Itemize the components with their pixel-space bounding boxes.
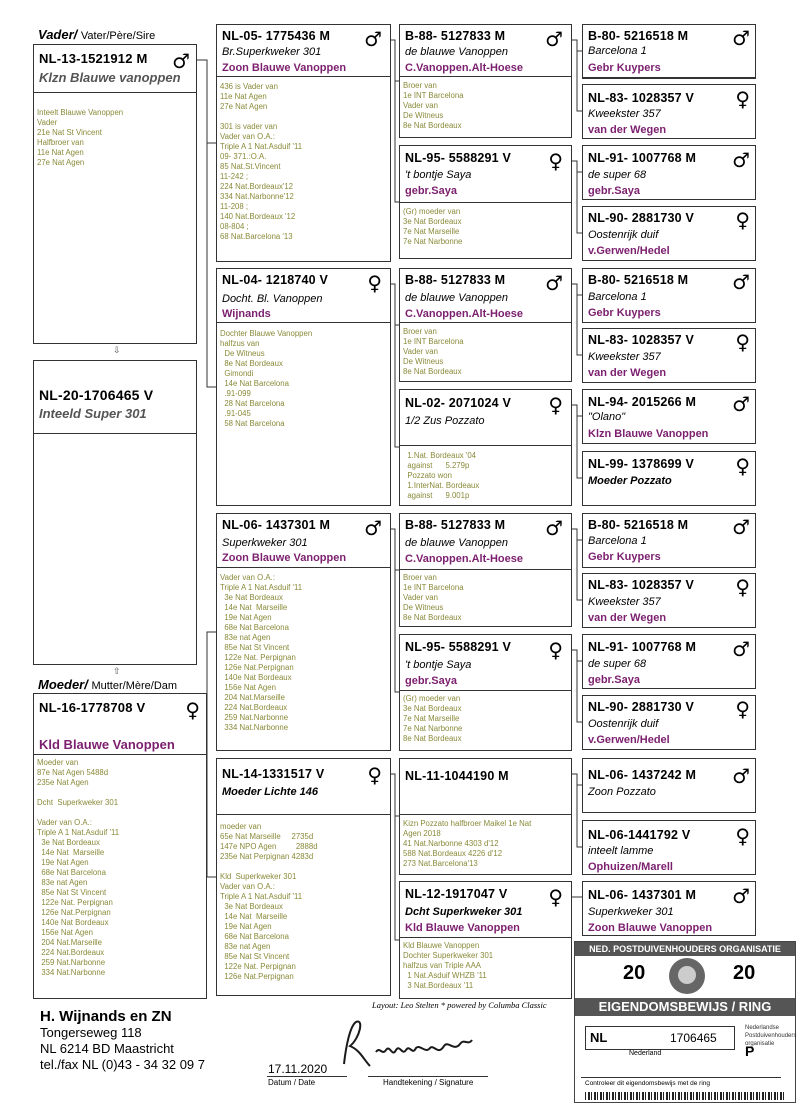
gen3-info: Broer van 1e INT Barcelona Vader van De Witneus 8e Nat Bordeaux (403, 81, 464, 130)
gen4-name: inteelt lamme (588, 845, 654, 857)
connector-line (572, 774, 582, 847)
gen4-name: "Olano" (588, 411, 626, 423)
gen4-ring: NL-06-1441792 V (588, 828, 691, 842)
male-icon: ♂ (732, 515, 750, 539)
gen3-name: 't bontje Saya (405, 169, 472, 181)
gen3-ring: NL-12-1917047 V (405, 887, 508, 901)
gen3-name: de blauwe Vanoppen (405, 537, 508, 549)
gen4-breeder: Klzn Blauwe Vanoppen (588, 428, 709, 440)
gen3-breeder: gebr.Saya (405, 675, 457, 687)
gen2-ring: NL-05- 1775436 M (222, 29, 331, 43)
gen4-ring: B-80- 5216518 M (588, 29, 689, 43)
gen4-name: de super 68 (588, 658, 647, 670)
gen4-name: Moeder Pozzato (588, 475, 672, 487)
gen3-name: 1/2 Zus Pozzato (405, 415, 485, 427)
gen4-ring: NL-06- 1437242 M (588, 768, 697, 782)
connector-line (572, 40, 582, 111)
gen3-name: de blauwe Vanoppen (405, 46, 508, 58)
female-icon: ♀ (735, 330, 750, 354)
gen4-name: Kweekster 357 (588, 596, 661, 608)
gen4-name: Barcelona 1 (588, 535, 647, 547)
male-icon: ♂ (732, 392, 750, 416)
male-icon: ♂ (364, 516, 382, 540)
gen4-breeder: gebr.Saya (588, 674, 640, 686)
gen3-info: Broer van 1e INT Barcelona Vader van De Witneus 8e Nat Bordeaux (403, 573, 464, 622)
gen3-ring: NL-11-1044190 M (405, 769, 509, 783)
arrow-down-icon: ⇩ (113, 345, 121, 355)
dam-name: Kld Blauwe Vanoppen (39, 737, 175, 752)
signature-label: Handtekening / Signature (383, 1078, 474, 1087)
certificate-title: EIGENDOMSBEWIJS / RING (575, 998, 795, 1016)
gen3-breeder: Kld Blauwe Vanoppen (405, 922, 520, 934)
gen3-info: Broer van 1e INT Barcelona Vader van De Witneus 8e Nat Bordeaux (403, 327, 464, 376)
dam-header-sub: Mutter/Mère/Dam (91, 680, 178, 692)
connector-line (391, 284, 399, 447)
female-icon: ♀ (185, 698, 200, 722)
barcode-icon (585, 1092, 785, 1100)
gen4-ring: NL-83- 1028357 V (588, 91, 695, 105)
gen3-info: Kizn Pozzato halfbroer Maikel 1e Nat Agen 2018 41 Nat.Narbonne 4303 d'12 588 Nat.Bordeaux 4226 d'12 273 Nat.Barcelona'13 (403, 819, 532, 868)
gen4-name: Oostenrijk duif (588, 229, 659, 241)
gen2-ring: NL-14-1331517 V (222, 767, 325, 781)
sire-header-sub: Vater/Père/Sire (80, 30, 156, 42)
gen4-breeder: van der Wegen (588, 612, 667, 624)
male-icon: ♂ (172, 49, 190, 73)
gen4-ring: NL-83- 1028357 V (588, 333, 695, 347)
dam-info: Moeder van 87e Nat Agen 5488d 235e Nat Agen Dcht Superkweker 301 Vader van O.A.: Triple A 1 Nat.Asduif '11 3e Nat Bordeaux 14e Nat Marseille 19e Nat Agen 68e Nat Barcelona 83e nat Agen 85e Nat St Vincent 122e Nat. Perpignan 126e Nat.Perpignan 140e Nat Bordeaux 156e Nat Agen 204 Nat.Marseille 224 Nat.Bordeaux 259 Nat.Narbonne 334 Nat.Narbonne (37, 758, 120, 977)
gen3-breeder: C.Vanoppen.Alt-Hoese (405, 553, 523, 565)
gen3-name: 't bontje Saya (405, 659, 472, 671)
connector-line (572, 650, 582, 722)
date-label: Datum / Date (268, 1078, 316, 1087)
gen4-breeder: gebr.Saya (588, 185, 640, 197)
certificate-country-label: Nederland (629, 1050, 662, 1057)
gen4-name: Zoon Pozzato (588, 786, 656, 798)
female-icon: ♀ (735, 454, 750, 478)
certificate-footer: Controleer dit eigendomsbewijs met de ring (585, 1080, 711, 1087)
connector-line (207, 632, 216, 709)
gen4-ring: NL-83- 1028357 V (588, 578, 695, 592)
signature-image (330, 1016, 490, 1074)
gen2-info: moeder van 65e Nat Marseille 2735d 147e NPO Agen 2888d 235e Nat Perpignan 4283d Kld Superkweker 301 Vader van O.A.: Triple A 1 Nat.Asduif '11 3e Nat Bordeaux 14e Nat Marseille 19e Nat Agen 68e Nat Barcelona 83e nat Agen 85e Nat St Vincent 122e Nat. Perpignan 126e Nat.Perpignan (220, 822, 318, 981)
male-icon: ♂ (732, 270, 750, 294)
gen4-ring: B-80- 5216518 M (588, 273, 689, 287)
owner-street: Tongerseweg 118 (40, 1025, 142, 1040)
arrow-up-icon: ⇧ (113, 666, 121, 676)
gen4-breeder: Ophuizen/Marell (588, 861, 673, 873)
female-icon: ♀ (548, 638, 563, 662)
female-icon: ♀ (548, 885, 563, 909)
gen4-ring: B-80- 5216518 M (588, 518, 689, 532)
gen3-name: de blauwe Vanoppen (405, 292, 508, 304)
gen4-ring: NL-91- 1007768 M (588, 151, 697, 165)
gen2-breeder: Wijnands (222, 308, 271, 320)
female-icon: ♀ (735, 824, 750, 848)
gen4-ring: NL-91- 1007768 M (588, 640, 697, 654)
signature-line (368, 1076, 488, 1077)
gen2-info: 436 is Vader van 11e Nat Agen 27e Nat Agen 301 is vader van Vader van O.A.: Triple A 1 Nat.Asduif '11 09- 371.:O.A. 85 Nat.St.Vincent 11-242 ; 224 Nat.Bordeaux'12 334 Nat.Narbonne'12 11-208 ; 140 Nat.Bordeaux '12 08-804 ; 68 Nat.Barcelona '13 (220, 82, 303, 241)
connector-line (391, 774, 399, 940)
connector-line (572, 161, 582, 233)
gen3-name: Dcht Superkweker 301 (405, 906, 523, 918)
date-value: 17.11.2020 (268, 1062, 328, 1076)
gen3-info: 1.Nat. Bordeaux '04 against 5.279p Pozzato won 1.InterNat. Bordeaux against 9.001p (407, 451, 480, 500)
male-icon: ♂ (545, 516, 563, 540)
gen2-info: Vader van O.A.: Triple A 1 Nat.Asduif '11 3e Nat Bordeaux 14e Nat Marseille 19e Nat Agen 68e Nat Barcelona 83e nat Agen 85e Nat St Vincent 122e Nat. Perpignan 126e Nat.Perpignan 140e Nat Bordeaux 156e Nat Agen 204 Nat.Marseille 224 Nat.Bordeaux 259 Nat.Narbonne 334 Nat.Narbonne (220, 573, 303, 732)
gen4-breeder: Gebr Kuypers (588, 551, 661, 563)
connector-line (207, 709, 216, 877)
gen3-ring: NL-95- 5588291 V (405, 640, 512, 654)
certificate-year-right: 20 (733, 962, 756, 984)
gen3-ring: NL-95- 5588291 V (405, 151, 512, 165)
dam-ring: NL-16-1778708 V (39, 700, 146, 715)
male-icon: ♂ (732, 148, 750, 172)
sire-header-label: Vader/ (38, 27, 78, 42)
gen4-breeder: v.Gerwen/Hedel (588, 245, 670, 257)
divider (581, 1077, 781, 1078)
female-icon: ♀ (548, 393, 563, 417)
female-icon: ♀ (367, 763, 382, 787)
male-icon: ♂ (732, 764, 750, 788)
certificate-number: 1706465 (670, 1031, 717, 1045)
gen2-ring: NL-04- 1218740 V (222, 273, 329, 287)
dam-header-label: Moeder/ (38, 677, 88, 692)
connector-line (197, 60, 216, 143)
gen2-ring: NL-06- 1437301 M (222, 518, 331, 532)
male-icon: ♂ (545, 27, 563, 51)
connector-line (572, 284, 582, 355)
gen2-name: Moeder Lichte 146 (222, 786, 318, 798)
female-icon: ♀ (548, 149, 563, 173)
gen2-name: Superkweker 301 (222, 537, 308, 549)
gen4-breeder: v.Gerwen/Hedel (588, 734, 670, 746)
gen2-name: Br.Superkweker 301 (222, 46, 322, 58)
connector-line (391, 40, 399, 202)
connector-line (572, 405, 582, 478)
gen3-breeder: C.Vanoppen.Alt-Hoese (405, 308, 523, 320)
gen4-breeder: van der Wegen (588, 367, 667, 379)
gen3-breeder: C.Vanoppen.Alt-Hoese (405, 62, 523, 74)
gen2-breeder: Zoon Blauwe Vanoppen (222, 552, 347, 564)
female-icon: ♀ (367, 271, 382, 295)
male-icon: ♂ (732, 26, 750, 50)
certificate-p-letter: P (745, 1043, 755, 1059)
sire-name: Klzn Blauwe vanoppen (39, 70, 181, 85)
certificate-year-left: 20 (623, 962, 646, 984)
gen4-ring: NL-90- 2881730 V (588, 700, 695, 714)
gen3-ring: B-88- 5127833 M (405, 518, 506, 532)
gen3-info: (Gr) moeder van 3e Nat Bordeaux 7e Nat Marseille 7e Nat Narbonne (403, 207, 463, 246)
gen4-name: Superkweker 301 (588, 906, 674, 918)
gen3-ring: B-88- 5127833 M (405, 29, 506, 43)
gen2-info: Dochter Blauwe Vanoppen halfzus van De Witneus 8e Nat Bordeaux Gimondi 14e Nat Barcelona .91-099 28 Nat Barcelona .91-045 58 Nat Barcelona (220, 329, 313, 428)
signature-icon (330, 1016, 490, 1074)
gen4-name: Barcelona 1 (588, 45, 647, 57)
connector-line (207, 143, 216, 387)
connector-line (572, 529, 582, 600)
gen3-breeder: gebr.Saya (405, 185, 457, 197)
gen4-ring: NL-99- 1378699 V (588, 457, 695, 471)
certificate-org: NED. POSTDUIVENHOUDERS ORGANISATIE (575, 942, 795, 956)
gen4-ring: NL-90- 2881730 V (588, 211, 695, 225)
female-icon: ♀ (735, 697, 750, 721)
gen4-breeder: van der Wegen (588, 124, 667, 136)
gen3-ring: B-88- 5127833 M (405, 273, 506, 287)
male-icon: ♂ (732, 884, 750, 908)
gen3-info: (Gr) moeder van 3e Nat Bordeaux 7e Nat Marseille 7e Nat Narbonne 8e Nat Bordeaux (403, 694, 463, 743)
certificate-country: NL (590, 1030, 608, 1045)
male-icon: ♂ (364, 27, 382, 51)
pedigree-name: Inteeld Super 301 (39, 406, 147, 421)
pedigree-ring: NL-20-1706465 V (39, 387, 154, 403)
gen4-name: Barcelona 1 (588, 291, 647, 303)
gen4-name: Kweekster 357 (588, 351, 661, 363)
gen2-name: Docht. Bl. Vanoppen (222, 293, 323, 305)
connector-line (391, 529, 399, 692)
male-icon: ♂ (545, 271, 563, 295)
sire-info: Inteelt Blauwe Vanoppen Vader 21e Nat St Vincent Halfbroer van 11e Nat Agen 27e Nat Agen (37, 108, 124, 167)
owner-name: H. Wijnands en ZN (40, 1008, 172, 1025)
certificate-ring-field (585, 1026, 735, 1050)
gen2-breeder: Zoon Blauwe Vanoppen (222, 62, 347, 74)
gen4-breeder: Gebr Kuypers (588, 62, 661, 74)
gen4-ring: NL-06- 1437301 M (588, 888, 697, 902)
date-line (267, 1076, 347, 1077)
gen4-name: Kweekster 357 (588, 108, 661, 120)
layout-credit: Layout: Leo Stelten * powered by Columba Classic (372, 1000, 547, 1010)
female-icon: ♀ (735, 87, 750, 111)
gen4-ring: NL-94- 2015266 M (588, 395, 697, 409)
sire-ring: NL-13-1521912 M (39, 51, 148, 66)
female-icon: ♀ (735, 208, 750, 232)
gen3-info: Kld Blauwe Vanoppen Dochter Superkweker 301 halfzus van Triple AAA 1 Nat.Asduif WHZB '11 3 Nat.Bordeaux '11 (403, 941, 494, 990)
certificate-side-text: Nederlandse Postduivenhouders organisatie (745, 1025, 797, 1047)
gen4-name: Oostenrijk duif (588, 718, 659, 730)
female-icon: ♀ (735, 575, 750, 599)
male-icon: ♂ (732, 637, 750, 661)
owner-phone: tel./fax NL (0)43 - 34 32 09 7 (40, 1057, 206, 1072)
gen4-name: de super 68 (588, 169, 647, 181)
ownership-certificate (574, 941, 796, 1103)
gen3-ring: NL-02- 2071024 V (405, 396, 512, 410)
npo-emblem-icon (669, 958, 705, 994)
gen4-breeder: Zoon Blauwe Vanoppen (588, 922, 713, 934)
owner-city: NL 6214 BD Maastricht (40, 1041, 174, 1056)
gen4-breeder: Gebr Kuypers (588, 307, 661, 319)
